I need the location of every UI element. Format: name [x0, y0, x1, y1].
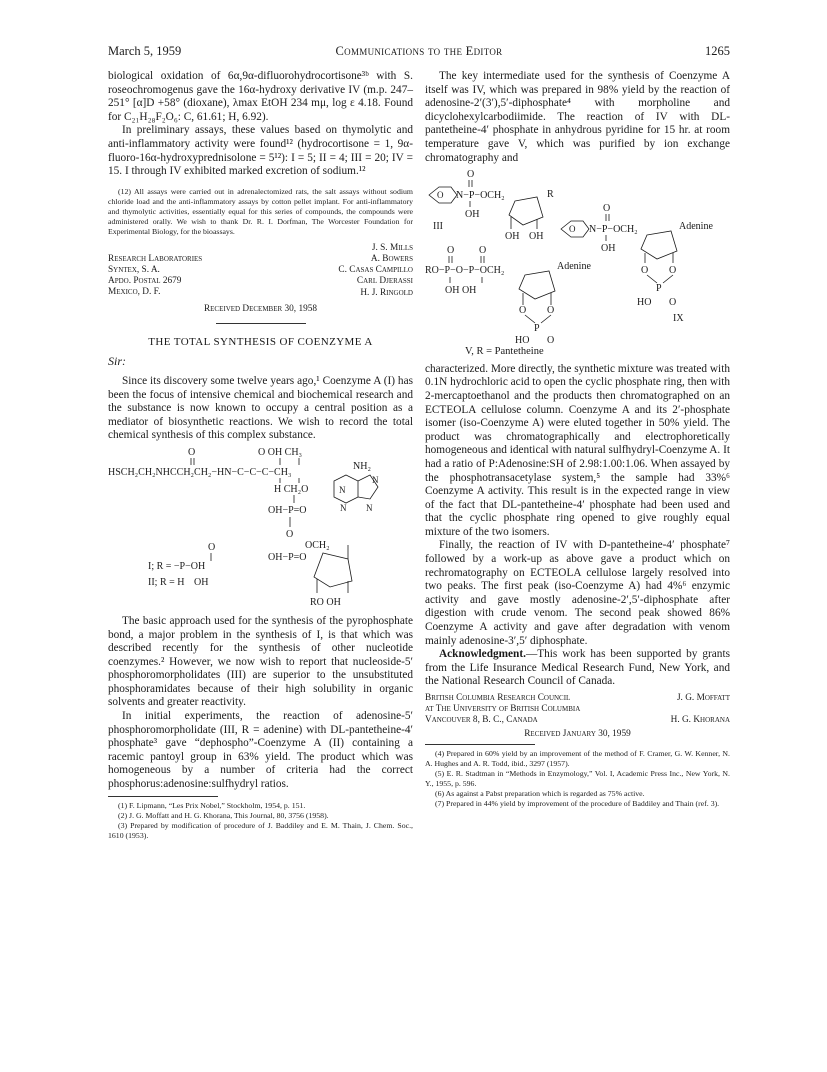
- author-name: A. Bowers: [370, 253, 413, 264]
- author-name: C. Casas Campillo: [338, 265, 413, 276]
- footnote-5: (5) E. R. Stadtman in “Methods in Enzymology,” Vol. I, Academic Press Inc., New York, N. Y., 1955, p. 596.: [425, 769, 730, 788]
- address-line: Syntex, S. A.: [108, 264, 160, 275]
- struct-label-o: O: [437, 190, 444, 201]
- signature-row: British Columbia Research Council J. G. Moffatt: [425, 693, 730, 703]
- acknowledgment: [425, 648, 730, 689]
- salutation: Sir:: [108, 354, 126, 369]
- struct-label-adenine: Adenine: [679, 221, 713, 233]
- footnote-divider: [425, 744, 535, 745]
- struct-label-nh2: NH₂: [353, 460, 371, 472]
- struct-label-o: O: [519, 305, 527, 317]
- struct-label-n-p-och2: N−P−OCH₂: [456, 190, 505, 202]
- footnotes-left: [108, 801, 413, 841]
- struct-label-och2: OCH₂: [305, 539, 330, 551]
- struct-label-o: O: [467, 169, 475, 181]
- footnotes-right: [425, 749, 730, 809]
- struct-label-n: N: [339, 484, 346, 495]
- article-title: THE TOTAL SYNTHESIS OF COENZYME A: [148, 335, 373, 348]
- footnote-2: (2) J. G. Moffatt and H. G. Khorana, This Journal, 80, 3756 (1958).: [118, 810, 329, 820]
- address-line: Research Laboratories: [108, 253, 203, 264]
- address-line: Mexico, D. F.: [108, 287, 161, 298]
- header-date: March 5, 1959: [108, 44, 182, 58]
- address-line: Apdo. Postal 2679: [108, 276, 182, 287]
- footnote-1: (1) F. Lipmann, “Les Prix Nobel,” Stockholm, 1954, p. 151.: [118, 800, 306, 810]
- struct-label-r-def1: I; R = −P−OH: [148, 560, 206, 572]
- struct-label-v: V, R = Pantetheine: [465, 346, 544, 358]
- struct-label-ho: HO: [637, 297, 652, 309]
- struct-label-o: O: [479, 245, 487, 257]
- footnote-12-text: (12) All assays were carried out in adrenalectomized rats, the salt assays without sodium chloride load and the anti-inflammatory assays by cotton pellet implant. For anti-inflammatory and thymolytic activities, essentially equal for this series of compounds, the compounds were administered orally. We wish to thank Dr. R. I. Dorfman, The Worcester Foundation for Experimental Biology, for the bioassays.: [108, 186, 413, 236]
- struct-label-o: O: [603, 203, 611, 215]
- struct-label-o: O: [669, 265, 677, 277]
- struct-label-oh-p: OH−P=O: [268, 504, 307, 516]
- struct-label-oh: OH: [194, 576, 209, 588]
- author-name: H. J. Ringold: [360, 287, 413, 298]
- struct-label-o: O: [547, 305, 555, 317]
- signature-row: Vancouver 8, B. C., Canada H. G. Khorana: [425, 715, 730, 725]
- struct-label-n: N: [366, 502, 373, 513]
- left-paragraph-5: In initial experiments, the reaction of adenosine-5′ phosphoromorpholidate (III, R = adenine) with DL-pantetheine-4′ phosphate³ gave “dephospho”-Coenzyme A (II) containing a racemic pantoyl group in 63% yield. The product which was homogeneous by a number of criteria had the correct phosphorus:adenosine:sulfhydryl ratios.: [108, 710, 413, 791]
- struct-label-oh: OH: [601, 243, 616, 255]
- section-divider: [216, 323, 306, 324]
- right-column: [425, 70, 730, 809]
- struct-label-oh: OH: [465, 209, 480, 221]
- right-paragraph-3: Finally, the reaction of IV with D-pantetheine-4′ phosphate⁷ followed by a work-up as above gave a product which on rechromatography on ECTEOLA cellulose largely resolved into two peaks. The first peak (iso-Coenzyme A) had 4%⁶ enzymic activity and gave mostly adenosine-2′,5′-diphosphate after digestion with crude venom. The second peak showed 86% Coenzyme A activity and gave after degradation with venom mainly adenosine-3′,5′ diphosphate.: [425, 539, 730, 647]
- struct-label-o: O: [286, 528, 294, 540]
- footnote-6: (6) As against a Pabst preparation which is regarded as 75% active.: [435, 789, 645, 798]
- struct-label-o: O: [547, 335, 555, 346]
- struct-label-r: R: [547, 189, 554, 201]
- struct-label-o: O: [669, 297, 677, 309]
- struct-label-oh: OH: [505, 231, 520, 243]
- right-paragraph-2: characterized. More directly, the synthetic mixture was treated with 0.1N hydrochloric acid to open the cyclic phosphate ring, then with 2-mercaptoethanol and the products then chromatographed on an ECTEOLA cellulose column. Coenzyme A and its 2′-phosphate isomer (iso-Coenzyme A) were eluted together in 50% yield. The product was chromatographically and electrophoretically homogeneous and identical with natural sulfhydryl-Coenzyme A. It had a ratio of P:Adenosine:SH of 2.98:1.00:1.06. When assayed by the phosphotransacetylase system,⁵ the sample had 33%⁶ Coenzyme A activity. This result is in the expected range in view of the fact that DL-pantetheine-4′ phosphate had been used and that the cyclic phosphate ring opened to give roughly equal mixture of the two isomers.: [425, 362, 730, 538]
- footnote-12: [108, 187, 413, 237]
- struct-label-o: O: [641, 265, 649, 277]
- struct-label-p: P: [656, 283, 662, 295]
- struct-label-oh-p: OH−P=O: [268, 551, 307, 563]
- received-date-2: Received January 30, 1959: [524, 729, 631, 739]
- struct-label-n-p-och2: N−P−OCH₂: [589, 224, 638, 236]
- struct-label-oh-oh: OH OH: [445, 285, 477, 297]
- struct-label-oh-ch3: O OH CH₃: [258, 446, 303, 458]
- right-paragraph-1: The key intermediate used for the synthesis of Coenzyme A itself was IV, which was prepared in 98% yield by the reaction of adenosine-2′(3′),5′-diphosphate⁴ with morpholine and dicyclohexylcarbodiimide. The reaction of IV with DL-pantetheine-4′ phosphate in anhydrous pyridine for 15 hr. at room temperature gave V, which was purified by ion exchange chromatography and: [425, 70, 730, 164]
- left-paragraph-1: biological oxidation of 6α,9α-difluorohydrocortisone³ᵇ with S. roseochromogenus gave the 16α-hydroxy derivative IV (m.p. 247–251° [α]D +58° (dioxane), λmax EtOH 234 mμ, log ε 4.18. Found for C₂₁H₂₈F₂O₆: C, 61.61; H, 6.92).: [108, 70, 413, 123]
- struct-label-o: O: [447, 245, 455, 257]
- intermediate-structures: [425, 167, 730, 345]
- struct-label-iv: IX: [673, 313, 684, 325]
- left-paragraph-2: In preliminary assays, these values based on thymolytic and anti-inflammatory activity were found¹² (hydrocortisone = 1, 9α-fluoro-16α-hydroxyprednisolone = 5¹²): I = 5; II = 4; III = 20; IV = 15. I through IV exhibited marked excretion of sodium.¹²: [108, 124, 413, 178]
- footnote-3: (3) Prepared by modification of procedure of J. Baddiley and E. M. Thain, J. Chem. Soc., 1610 (1953).: [108, 820, 413, 840]
- author-name: Carl Djerassi: [356, 276, 413, 287]
- struct-label-ho: HO: [515, 335, 530, 346]
- signature-block-1: [108, 243, 413, 301]
- signature-block-2: [425, 693, 730, 726]
- header-page-number: 1265: [705, 44, 730, 58]
- struct-label-o: O: [569, 224, 576, 235]
- struct-label-o: O: [208, 541, 216, 553]
- page-header: [108, 44, 730, 62]
- left-column: [108, 70, 413, 841]
- struct-label-h-ch2o: H CH₂O: [274, 483, 309, 495]
- coenzyme-a-structure: [108, 445, 413, 613]
- signature-row: at The University of British Columbia: [425, 704, 581, 714]
- footnote-4: (4) Prepared in 60% yield by an improvement of the method of F. Cramer, G. W. Kenner, N. A. Hughes and A. R. Todd, ibid., 3297 (1957).: [425, 749, 730, 768]
- acknowledgment-heading: Acknowledgment.: [439, 648, 526, 661]
- left-paragraph-3: Since its discovery some twelve years ago,¹ Coenzyme A (I) has been the focus of intensive chemical and biochemical research and the substance is now known to occupy a central position as a mediator of biosynthetic reactions. We wish to record the total chemical synthesis of this complex substance.: [108, 374, 413, 442]
- struct-label-chain: HSCH₂CH₂NHCCH₂CH₂−HN−C−C−C−CH₃: [108, 466, 292, 478]
- footnote-divider: [108, 796, 218, 797]
- left-paragraph-4: The basic approach used for the synthesis of the pyrophosphate bond, a major problem in the synthesis of I, is that which was described recently for the synthesis of other nucleotide coenzymes.² However, we now wish to report that nucleoside-5′ phosphoromorpholidates (III) are superior to the unsubstituted phosphoramidates because of their high solubility in organic solvents and greater reactivity.: [108, 614, 413, 709]
- struct-label-iii: III: [433, 221, 443, 233]
- struct-label-p: P: [534, 323, 540, 335]
- acknowledgment-text: —This work has been supported by grants from the Life Insurance Medical Research Fund, New York, and the National Research Council of Canada.: [425, 648, 730, 688]
- struct-label-n: N: [340, 502, 347, 513]
- footnote-7: (7) Prepared in 44% yield by improvement of the procedure of Baddiley and Thain (ref. 3).: [435, 799, 720, 808]
- received-date-1: Received December 30, 1958: [203, 303, 318, 314]
- struct-label-o: O: [188, 446, 196, 458]
- struct-label-ro-oh: RO OH: [310, 596, 341, 608]
- struct-label-r-def2: II; R = H: [148, 576, 185, 588]
- author-name: J. S. Mills: [371, 242, 413, 253]
- header-section: Communications to the Editor: [335, 44, 503, 58]
- struct-label-n: N: [372, 474, 379, 485]
- struct-label-adenine: Adenine: [557, 261, 591, 273]
- struct-label-oh: OH: [529, 231, 544, 243]
- struct-label-ro-p: RO−P−O−P−OCH₂: [425, 265, 505, 277]
